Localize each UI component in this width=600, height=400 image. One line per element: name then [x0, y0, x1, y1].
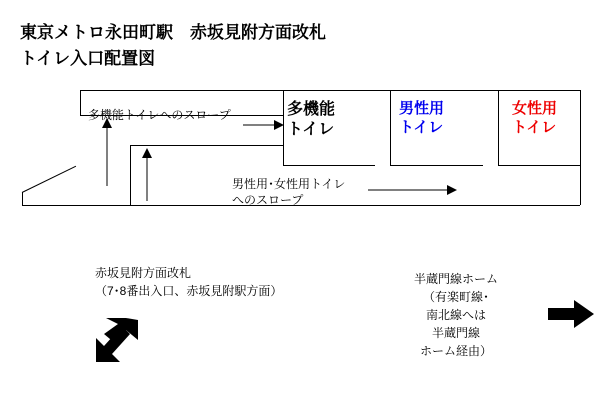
- wall-top-left-short: [80, 90, 81, 115]
- room-label-male-line1: 男性用: [399, 100, 445, 117]
- caption-hanzomon: [414, 270, 498, 360]
- room-bottom-male: [390, 165, 483, 166]
- slope-label-male-female: [232, 176, 345, 208]
- arrow-right-icon: [548, 298, 596, 332]
- room-label-multipurpose-toilet: [287, 100, 335, 140]
- slope-label-multipurpose: 多機能トイレへのスロープ: [88, 108, 231, 122]
- caption-hanzomon-line1: 半蔵門線ホーム: [414, 272, 499, 286]
- divider-male-female: [498, 90, 499, 165]
- corridor-shelf-top: [130, 145, 283, 146]
- room-label-female-toilet: [512, 100, 557, 138]
- room-label-male-line2: トイレ: [399, 118, 444, 136]
- corridor-shelf-left: [130, 145, 131, 205]
- multi-room-left-lower: [283, 145, 284, 165]
- slope-label-male-female-line1: 男性用･女性用トイレ: [232, 177, 346, 191]
- room-bottom-female: [498, 165, 580, 166]
- corridor-arrow-up-right: [138, 148, 156, 203]
- caption-gate: [95, 264, 282, 300]
- room-label-female-line2: トイレ: [512, 118, 557, 136]
- room-label-multipurpose-line2: トイレ: [287, 121, 335, 138]
- wall-right: [580, 90, 581, 205]
- wall-left-diagonal: [22, 166, 76, 193]
- caption-gate-line2: （7･8番出入口、赤坂見附駅方面）: [95, 284, 283, 298]
- caption-hanzomon-line3: 南北線へは: [426, 308, 487, 322]
- slope-mf-arrow-icon: [368, 183, 458, 197]
- room-label-female-line1: 女性用: [512, 100, 558, 117]
- page-title-line-2: トイレ入口配置図: [20, 49, 156, 68]
- room-label-male-toilet: [399, 100, 444, 138]
- caption-hanzomon-line4: 半蔵門線: [432, 326, 481, 340]
- divider-multi-male: [390, 90, 391, 165]
- caption-gate-line1: 赤坂見附方面改札: [95, 266, 192, 280]
- wall-left-bottom: [22, 192, 23, 206]
- room-label-multipurpose-line1: 多機能: [287, 101, 336, 118]
- caption-hanzomon-line2: （有楽町線･: [423, 290, 490, 304]
- room-bottom-multi: [283, 165, 375, 166]
- corridor-arrow-up-left: [98, 118, 116, 188]
- wall-top: [80, 90, 580, 91]
- slope-label-male-female-line2: へのスロープ: [232, 193, 304, 208]
- caption-hanzomon-line5: ホーム経由）: [420, 344, 493, 358]
- page-title-line-1: 東京メトロ永田町駅 赤坂見附方面改札: [20, 23, 326, 42]
- slope-multi-arrow-icon: [243, 118, 285, 132]
- arrow-down-left-icon: [92, 318, 144, 366]
